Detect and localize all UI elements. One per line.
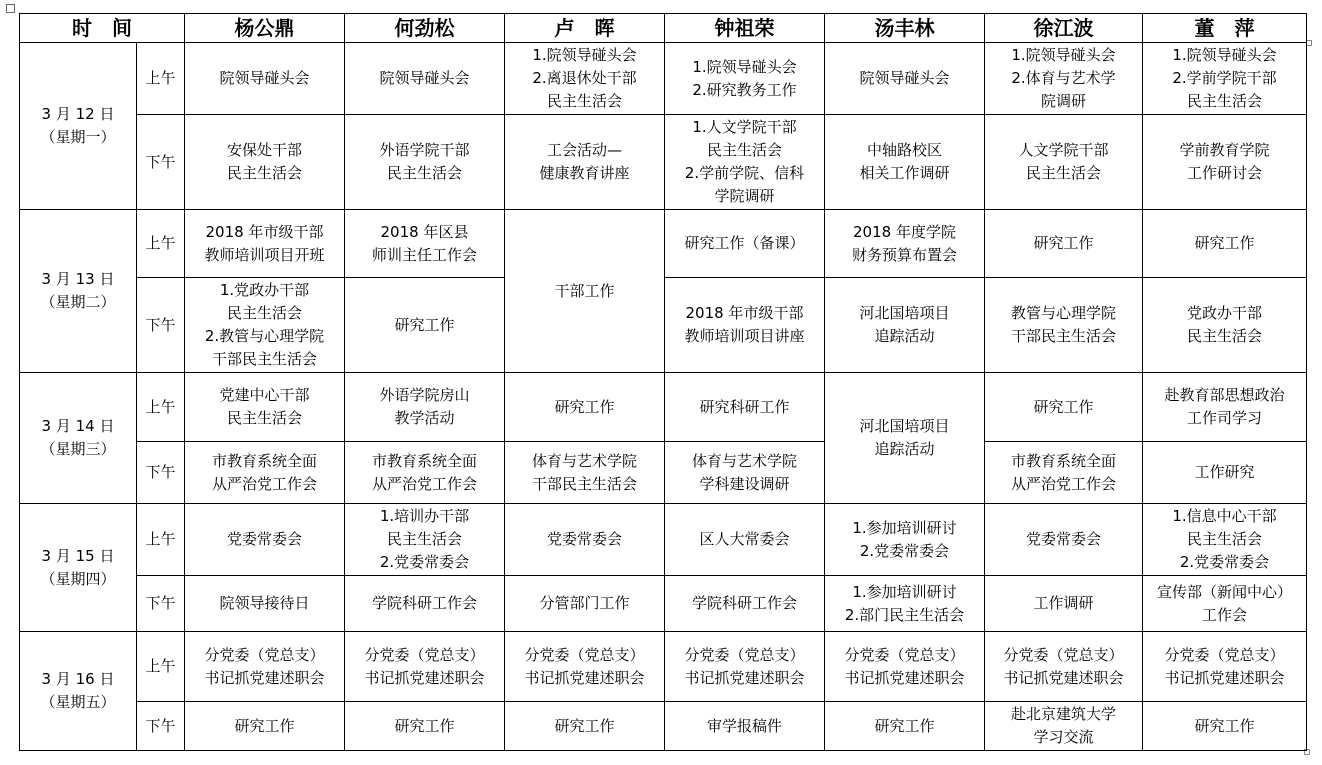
cell-text-line: 书记抓党建述职会	[1164, 668, 1285, 687]
schedule-cell[interactable]	[825, 576, 985, 632]
cell-text-line: 教管与心理学院	[1010, 304, 1116, 322]
period-afternoon: 下午	[137, 442, 185, 504]
cell-text-line: 1.参加培训研讨	[852, 518, 957, 537]
schedule-cell[interactable]	[1143, 278, 1307, 373]
cell-text-line: 书记抓党建述职会	[524, 668, 645, 687]
weekday-label: （星期三）	[40, 440, 116, 458]
cell-text-line: 分党委（党总支）	[524, 645, 645, 664]
cell-text-line: 区人大常委会	[699, 530, 790, 548]
cell-text-line: 书记抓党建述职会	[844, 668, 965, 687]
schedule-cell[interactable]	[665, 576, 825, 632]
cell-text-line: 中轴路校区	[866, 141, 942, 159]
cell-text-line: 干部民主生活会	[531, 474, 637, 493]
schedule-cell[interactable]	[185, 702, 345, 751]
cell-text-line: 工作会	[1201, 605, 1247, 624]
schedule-cell[interactable]	[985, 43, 1143, 115]
schedule-cell[interactable]	[825, 115, 985, 210]
cell-text-line: 体育与艺术学院	[531, 451, 637, 470]
cell-text-line: 党委常委会	[546, 530, 622, 548]
schedule-cell[interactable]	[345, 504, 505, 576]
cell-text-line: 研究工作	[874, 716, 935, 735]
cell-text-line: 书记抓党建述职会	[364, 668, 485, 687]
cell-text-line: 师训主任工作会	[371, 245, 477, 264]
schedule-cell[interactable]	[345, 702, 505, 751]
cell-text-line: 党政办干部	[1186, 304, 1262, 322]
schedule-cell[interactable]	[985, 373, 1143, 442]
cell-text-line: 赴北京建筑大学	[1010, 705, 1116, 723]
schedule-cell[interactable]	[185, 278, 345, 373]
weekday-label: （星期四）	[40, 569, 116, 588]
date-cell	[20, 504, 137, 632]
cell-text-line: 学科建设调研	[699, 474, 790, 493]
cell-text-line: 教师培训项目讲座	[684, 327, 805, 345]
cell-text-line: 外语学院干部	[379, 141, 470, 159]
schedule-cell[interactable]	[185, 504, 345, 576]
cell-text-line: 1.信息中心干部	[1172, 507, 1277, 525]
weekday-label: （星期二）	[40, 293, 116, 311]
schedule-cell[interactable]	[345, 210, 505, 278]
cell-text-line: 2018 年区县	[380, 222, 469, 241]
cell-text-line: 2.党委常委会	[379, 553, 470, 571]
schedule-cell[interactable]	[665, 115, 825, 210]
cell-text-line: 1.院领导碰头会	[1172, 46, 1277, 64]
schedule-cell[interactable]	[345, 43, 505, 115]
cell-text-line: 1.院领导碰头会	[692, 57, 797, 76]
schedule-cell[interactable]	[185, 576, 345, 632]
cell-text-line: 院领导碰头会	[379, 69, 470, 87]
cell-text-line: 工作研讨会	[1186, 164, 1262, 182]
cell-text-line: 1.培训办干部	[379, 507, 470, 525]
schedule-cell[interactable]	[665, 278, 825, 373]
cell-text-line: 研究工作	[554, 397, 615, 416]
cell-text-line: 2.教管与心理学院	[204, 327, 325, 345]
cell-text-line: 学习交流	[1033, 728, 1094, 746]
cell-text-line: 民主生活会	[226, 304, 302, 322]
schedule-cell[interactable]	[985, 702, 1143, 751]
cell-text-line: 2018 年市级干部	[685, 304, 804, 322]
cell-text-line: 研究工作	[394, 315, 455, 334]
table-row	[20, 576, 1307, 632]
table-row	[20, 115, 1307, 210]
cell-text-line: 工作司学习	[1186, 409, 1262, 427]
date-label: 3 月 13 日	[41, 270, 115, 288]
schedule-cell[interactable]	[825, 504, 985, 576]
schedule-cell[interactable]	[985, 576, 1143, 632]
schedule-cell[interactable]	[505, 43, 665, 115]
cell-text-line: 学前教育学院	[1179, 141, 1270, 159]
cell-text-line: 院领导碰头会	[859, 69, 950, 87]
schedule-cell[interactable]	[1143, 632, 1307, 702]
schedule-cell[interactable]	[505, 504, 665, 576]
cell-text-line: 分党委（党总支）	[684, 645, 805, 664]
cell-text-line: 研究工作	[1033, 397, 1094, 416]
cell-text-line: 研究科研工作	[699, 397, 790, 416]
date-cell	[20, 632, 137, 751]
schedule-cell[interactable]	[1143, 43, 1307, 115]
table-row	[20, 632, 1307, 702]
cell-text-line: 财务预算布置会	[851, 245, 957, 264]
cell-text-line: 分党委（党总支）	[1003, 645, 1124, 664]
schedule-cell[interactable]	[505, 576, 665, 632]
period-morning: 上午	[137, 632, 185, 702]
cell-text-line: 安保处干部	[226, 141, 302, 159]
cell-text-line: 河北国培项目	[859, 304, 950, 322]
period-afternoon: 下午	[137, 278, 185, 373]
schedule-cell[interactable]	[345, 373, 505, 442]
period-morning: 上午	[137, 504, 185, 576]
cell-text-line: 市教育系统全面	[211, 451, 317, 470]
cell-text-line: 1.人文学院干部	[692, 118, 797, 136]
cell-text-line: 1.参加培训研讨	[852, 582, 957, 601]
schedule-table	[19, 13, 1307, 751]
cell-text-line: 工作研究	[1194, 463, 1255, 481]
schedule-cell[interactable]	[345, 632, 505, 702]
cell-text-line: 分党委（党总支）	[1164, 645, 1285, 664]
cell-text-line: 2018 年市级干部	[205, 222, 324, 241]
schedule-cell[interactable]	[345, 115, 505, 210]
schedule-cell[interactable]	[985, 504, 1143, 576]
cell-text-line: 干部民主生活会	[211, 350, 317, 368]
cell-text-line: 健康教育讲座	[539, 164, 630, 182]
header-person: 汤丰林	[825, 14, 985, 43]
schedule-cell[interactable]	[185, 43, 345, 115]
schedule-cell[interactable]	[185, 442, 345, 504]
cell-text-line: 院调研	[1040, 92, 1086, 110]
schedule-cell[interactable]	[185, 373, 345, 442]
schedule-cell[interactable]	[345, 576, 505, 632]
schedule-cell[interactable]	[185, 632, 345, 702]
schedule-body	[20, 43, 1307, 751]
cell-text-line: 分党委（党总支）	[204, 645, 325, 664]
cell-text-line: 1.党政办干部	[219, 281, 310, 299]
date-cell	[20, 210, 137, 373]
header-time: 时 间	[20, 14, 185, 43]
schedule-cell[interactable]	[665, 43, 825, 115]
table-row	[20, 373, 1307, 442]
schedule-cell[interactable]	[505, 702, 665, 751]
weekday-label: （星期一）	[40, 128, 116, 146]
table-row	[20, 43, 1307, 115]
schedule-cell[interactable]	[1143, 115, 1307, 210]
date-cell	[20, 43, 137, 210]
header-person: 杨公鼎	[185, 14, 345, 43]
schedule-cell[interactable]	[665, 210, 825, 278]
schedule-cell[interactable]	[985, 115, 1143, 210]
cell-text-line: 民主生活会	[706, 141, 782, 159]
cell-text-line: 学院科研工作会	[371, 594, 477, 612]
cell-text-line: 市教育系统全面	[371, 451, 477, 470]
cell-text-line: 2.部门民主生活会	[844, 605, 965, 624]
schedule-cell[interactable]	[985, 210, 1143, 278]
cell-text-line: 研究工作	[394, 716, 455, 735]
schedule-cell[interactable]	[505, 373, 665, 442]
cell-text-line: 民主生活会	[386, 164, 462, 182]
schedule-cell[interactable]	[825, 373, 985, 504]
header-person: 董 萍	[1143, 14, 1307, 43]
header-person: 徐江波	[985, 14, 1143, 43]
date-label: 3 月 15 日	[41, 546, 115, 565]
cell-text-line: 干部工作	[554, 281, 615, 300]
header-person: 何劲松	[345, 14, 505, 43]
period-morning: 上午	[137, 43, 185, 115]
cell-text-line: 2.学前学院干部	[1172, 69, 1277, 87]
schedule-cell[interactable]	[825, 278, 985, 373]
date-label: 3 月 12 日	[41, 105, 115, 123]
schedule-cell[interactable]	[185, 210, 345, 278]
schedule-cell[interactable]	[665, 373, 825, 442]
cell-text-line: 学院调研	[714, 187, 775, 205]
schedule-cell[interactable]	[985, 278, 1143, 373]
table-row	[20, 504, 1307, 576]
cell-text-line: 2018 年度学院	[853, 222, 956, 241]
schedule-cell[interactable]	[505, 442, 665, 504]
cell-text-line: 研究工作	[1033, 234, 1094, 252]
cell-text-line: 民主生活会	[226, 409, 302, 427]
schedule-cell[interactable]	[825, 210, 985, 278]
cell-text-line: 干部民主生活会	[1010, 327, 1116, 345]
period-morning: 上午	[137, 373, 185, 442]
header-person: 钟祖荣	[665, 14, 825, 43]
table-move-handle-icon[interactable]	[6, 4, 15, 13]
cell-text-line: 体育与艺术学院	[691, 451, 797, 470]
schedule-cell[interactable]	[825, 43, 985, 115]
schedule-cell[interactable]	[665, 504, 825, 576]
cell-text-line: 外语学院房山	[379, 386, 470, 404]
cell-text-line: 河北国培项目	[859, 417, 950, 435]
cell-text-line: 民主生活会	[546, 92, 622, 110]
cell-text-line: 宣传部（新闻中心）	[1156, 582, 1292, 601]
schedule-cell[interactable]	[825, 702, 985, 751]
schedule-cell[interactable]	[345, 278, 505, 373]
cell-text-line: 学院科研工作会	[691, 594, 797, 612]
cell-text-line: 民主生活会	[1186, 92, 1262, 110]
cell-text-line: 追踪活动	[874, 327, 935, 345]
cell-text-line: 1.院领导碰头会	[532, 46, 637, 64]
cell-text-line: 2.党委常委会	[859, 541, 950, 560]
header-row	[20, 14, 1307, 43]
cell-text-line: 院领导碰头会	[219, 69, 310, 87]
cell-text-line: 书记抓党建述职会	[1003, 668, 1124, 687]
cell-text-line: 2.研究教务工作	[692, 80, 797, 99]
period-afternoon: 下午	[137, 702, 185, 751]
cell-text-line: 民主生活会	[1186, 530, 1262, 548]
table-row	[20, 702, 1307, 751]
cell-text-line: 2.体育与艺术学	[1011, 69, 1116, 87]
schedule-cell[interactable]	[1143, 210, 1307, 278]
cell-text-line: 分党委（党总支）	[364, 645, 485, 664]
cell-text-line: 2.党委常委会	[1179, 553, 1270, 571]
date-label: 3 月 14 日	[41, 417, 115, 435]
schedule-cell[interactable]	[825, 632, 985, 702]
cell-text-line: 民主生活会	[1186, 327, 1262, 345]
cell-text-line: 民主生活会	[1025, 164, 1101, 182]
schedule-cell[interactable]	[505, 210, 665, 373]
cell-text-line: 党委常委会	[226, 530, 302, 548]
date-cell	[20, 373, 137, 504]
schedule-cell[interactable]	[985, 632, 1143, 702]
schedule-cell[interactable]	[665, 632, 825, 702]
cell-text-line: 民主生活会	[226, 164, 302, 182]
schedule-cell[interactable]	[665, 702, 825, 751]
cell-text-line: 2.学前学院、信科	[684, 164, 805, 182]
cell-text-line: 党建中心干部	[219, 386, 310, 404]
cell-text-line: 从严治党工作会	[1010, 474, 1116, 493]
cell-text-line: 工会活动—	[546, 141, 622, 159]
schedule-cell[interactable]	[1143, 702, 1307, 751]
cell-text-line: 赴教育部思想政治	[1164, 386, 1285, 404]
schedule-cell[interactable]	[505, 115, 665, 210]
cell-text-line: 研究工作	[1194, 234, 1255, 252]
header-person: 卢 晖	[505, 14, 665, 43]
schedule-cell[interactable]	[505, 632, 665, 702]
schedule-cell[interactable]	[1143, 576, 1307, 632]
table-row	[20, 442, 1307, 504]
cell-text-line: 1.院领导碰头会	[1011, 46, 1116, 64]
cell-text-line: 相关工作调研	[859, 164, 950, 182]
table-row	[20, 210, 1307, 278]
cell-text-line: 研究工作	[234, 716, 295, 735]
cell-text-line: 市教育系统全面	[1010, 451, 1116, 470]
cell-text-line: 民主生活会	[386, 530, 462, 548]
cell-text-line: 院领导接待日	[219, 594, 310, 612]
cell-text-line: 2.离退休处干部	[532, 69, 637, 87]
cell-text-line: 审学报稿件	[706, 716, 782, 735]
period-morning: 上午	[137, 210, 185, 278]
schedule-cell[interactable]	[345, 442, 505, 504]
cell-text-line: 人文学院干部	[1018, 141, 1109, 159]
cell-text-line: 党委常委会	[1025, 530, 1101, 548]
cell-text-line: 书记抓党建述职会	[684, 668, 805, 687]
period-afternoon: 下午	[137, 576, 185, 632]
cell-text-line: 从严治党工作会	[211, 474, 317, 493]
cell-text-line: 分党委（党总支）	[844, 645, 965, 664]
cell-text-line: 从严治党工作会	[371, 474, 477, 493]
cell-text-line: 研究工作	[554, 716, 615, 735]
schedule-cell[interactable]	[1143, 442, 1307, 504]
period-afternoon: 下午	[137, 115, 185, 210]
cell-text-line: 教师培训项目开班	[204, 245, 325, 264]
schedule-cell[interactable]	[1143, 504, 1307, 576]
date-label: 3 月 16 日	[41, 670, 115, 688]
weekday-label: （星期五）	[40, 693, 116, 711]
cell-text-line: 研究工作	[1194, 716, 1255, 735]
cell-text-line: 追踪活动	[874, 440, 935, 458]
schedule-cell[interactable]	[185, 115, 345, 210]
cell-text-line: 研究工作（备课）	[684, 234, 805, 252]
cell-text-line: 书记抓党建述职会	[204, 668, 325, 687]
cell-text-line: 分管部门工作	[539, 594, 630, 612]
schedule-cell[interactable]	[985, 442, 1143, 504]
cell-text-line: 工作调研	[1033, 594, 1094, 612]
cell-text-line: 教学活动	[394, 409, 455, 427]
schedule-cell[interactable]	[665, 442, 825, 504]
schedule-cell[interactable]	[1143, 373, 1307, 442]
